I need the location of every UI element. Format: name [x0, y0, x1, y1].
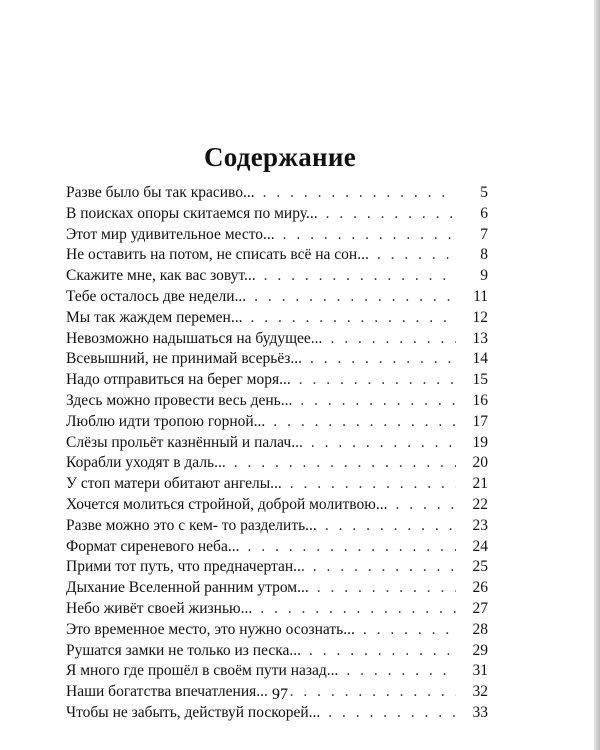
toc-leader-dots — [326, 205, 456, 223]
toc-entry — [66, 579, 488, 600]
toc-leader-dots — [317, 579, 456, 597]
toc-entry-title: Люблю идти тропою горной... — [66, 412, 266, 430]
toc-entry — [66, 600, 488, 621]
toc-entry-page: 9 — [480, 267, 488, 285]
page-title: Содержание — [203, 142, 357, 173]
toc-entry-page: 12 — [472, 308, 488, 326]
toc-entry-title: Рушатся замки не только из песка... — [66, 641, 302, 659]
toc-entry-title: Я много где прошёл в своём пути назад... — [66, 662, 339, 680]
toc-entry-page: 32 — [472, 683, 488, 701]
toc-entry — [66, 184, 488, 205]
toc-leader-dots — [325, 517, 456, 535]
toc-leader-dots — [247, 538, 456, 556]
toc-leader-dots — [377, 246, 456, 264]
toc-entry — [66, 662, 488, 683]
toc-entry — [66, 288, 488, 309]
toc-entry — [66, 704, 488, 725]
toc-entry-title: Тебе осталось две недели... — [66, 287, 247, 305]
toc-leader-dots — [363, 621, 456, 639]
toc-entry-page: 21 — [472, 475, 488, 493]
toc-entry — [66, 517, 488, 538]
toc-entry-page: 33 — [472, 703, 488, 721]
toc-entry — [66, 330, 488, 351]
toc-entry — [66, 267, 488, 288]
toc-leader-dots — [311, 434, 456, 452]
toc-entry-page: 11 — [473, 287, 488, 305]
toc-entry — [66, 371, 488, 392]
toc-entry-title: Небо живёт своей жизнью... — [66, 599, 253, 617]
page-edge-shadow — [594, 0, 600, 750]
toc-entry-title: Разве можно это с кем- то разделить... — [66, 516, 317, 534]
toc-entry — [66, 309, 488, 330]
toc-entry — [66, 226, 488, 247]
toc-entry — [66, 454, 488, 475]
toc-entry — [66, 246, 488, 267]
toc-entry — [66, 413, 488, 434]
toc-entry-page: 6 — [480, 204, 488, 222]
toc-entry — [66, 205, 488, 226]
toc-entry — [66, 392, 488, 413]
toc-leader-dots — [234, 454, 456, 472]
toc-entry — [66, 350, 488, 371]
page-number: 97 — [272, 686, 288, 703]
toc-entry-page: 26 — [472, 579, 488, 597]
toc-entry-page: 28 — [472, 620, 488, 638]
toc-entry-title: Корабли уходят в даль... — [66, 454, 226, 472]
toc-entry — [66, 496, 488, 517]
toc-leader-dots — [300, 392, 456, 410]
toc-leader-dots — [395, 496, 456, 514]
toc-entry-page: 29 — [472, 641, 488, 659]
toc-entry-title: Чтобы не забыть, действуй поскорей... — [66, 703, 321, 721]
toc-leader-dots — [263, 184, 456, 202]
toc-entry-title: Надо отправиться на берег моря... — [66, 371, 291, 389]
toc-entry-page: 23 — [472, 516, 488, 534]
toc-leader-dots — [254, 288, 456, 306]
toc-entry-title: Не оставить на потом, не списать всё на сон... — [66, 246, 369, 264]
toc-entry-page: 25 — [472, 558, 488, 576]
toc-entry-page: 13 — [472, 329, 488, 347]
toc-leader-dots — [313, 558, 456, 576]
toc-entry-title: Этот мир удивительное место... — [66, 225, 275, 243]
toc-entry-title: Здесь можно провести весь день... — [66, 391, 293, 409]
toc-leader-dots — [309, 642, 456, 660]
toc-leader-dots — [283, 226, 456, 244]
toc-entry-page: 24 — [472, 537, 488, 555]
toc-entry-title: Всевышний, не принимай всерьёз... — [66, 350, 302, 368]
toc-entry-title: Хочется молиться стройной, доброй молитвою... — [66, 495, 388, 513]
toc-entry-title: Прими тот путь, что предначертан... — [66, 558, 305, 576]
toc-leader-dots — [346, 662, 456, 680]
toc-entry — [66, 434, 488, 455]
toc-entry-title: Скажите мне, как вас зовут... — [66, 267, 256, 285]
toc-entry-page: 16 — [472, 391, 488, 409]
toc-entry-title: Формат сиреневого неба... — [66, 537, 240, 555]
toc-leader-dots — [260, 600, 456, 618]
toc-entry — [66, 621, 488, 642]
toc-entry-title: Дыхание Вселенной ранним утром... — [66, 579, 309, 597]
toc-entry-title: У стоп матери обитают ангелы... — [66, 475, 282, 493]
toc-entry-page: 31 — [472, 662, 488, 680]
toc-leader-dots — [273, 413, 456, 431]
toc-entry — [66, 558, 488, 579]
toc-entry-page: 20 — [472, 454, 488, 472]
toc-leader-dots — [299, 371, 456, 389]
toc-entry — [66, 475, 488, 496]
toc-entry-page: 7 — [480, 225, 488, 243]
table-of-contents — [66, 184, 488, 725]
toc-entry-title: Наши богатства впечатления... — [66, 683, 268, 701]
toc-entry-page: 8 — [480, 246, 488, 264]
toc-entry-title: Разве было бы так красиво... — [66, 184, 255, 201]
toc-leader-dots — [328, 704, 456, 722]
toc-entry-title: Это временное место, это нужно осознать... — [66, 620, 355, 638]
toc-leader-dots — [250, 309, 456, 327]
toc-entry-page: 5 — [480, 184, 488, 201]
toc-entry-title: В поисках опоры скитаемся по миру... — [66, 204, 318, 222]
toc-entry — [66, 642, 488, 663]
toc-leader-dots — [310, 350, 456, 368]
toc-entry-page: 17 — [472, 412, 488, 430]
toc-entry-title: Слёзы прольёт казнённый и палач... — [66, 433, 303, 451]
toc-entry-title: Мы так жаждем перемен... — [66, 308, 243, 326]
toc-entry-page: 19 — [472, 433, 488, 451]
toc-leader-dots — [290, 475, 456, 493]
toc-leader-dots — [264, 267, 456, 285]
toc-entry — [66, 538, 488, 559]
toc-entry-page: 14 — [472, 350, 488, 368]
toc-entry-page: 15 — [472, 371, 488, 389]
toc-entry-page: 22 — [472, 495, 488, 513]
toc-entry-title: Невозможно надышаться на будущее... — [66, 329, 323, 347]
toc-leader-dots — [330, 330, 456, 348]
toc-entry-page: 27 — [472, 599, 488, 617]
